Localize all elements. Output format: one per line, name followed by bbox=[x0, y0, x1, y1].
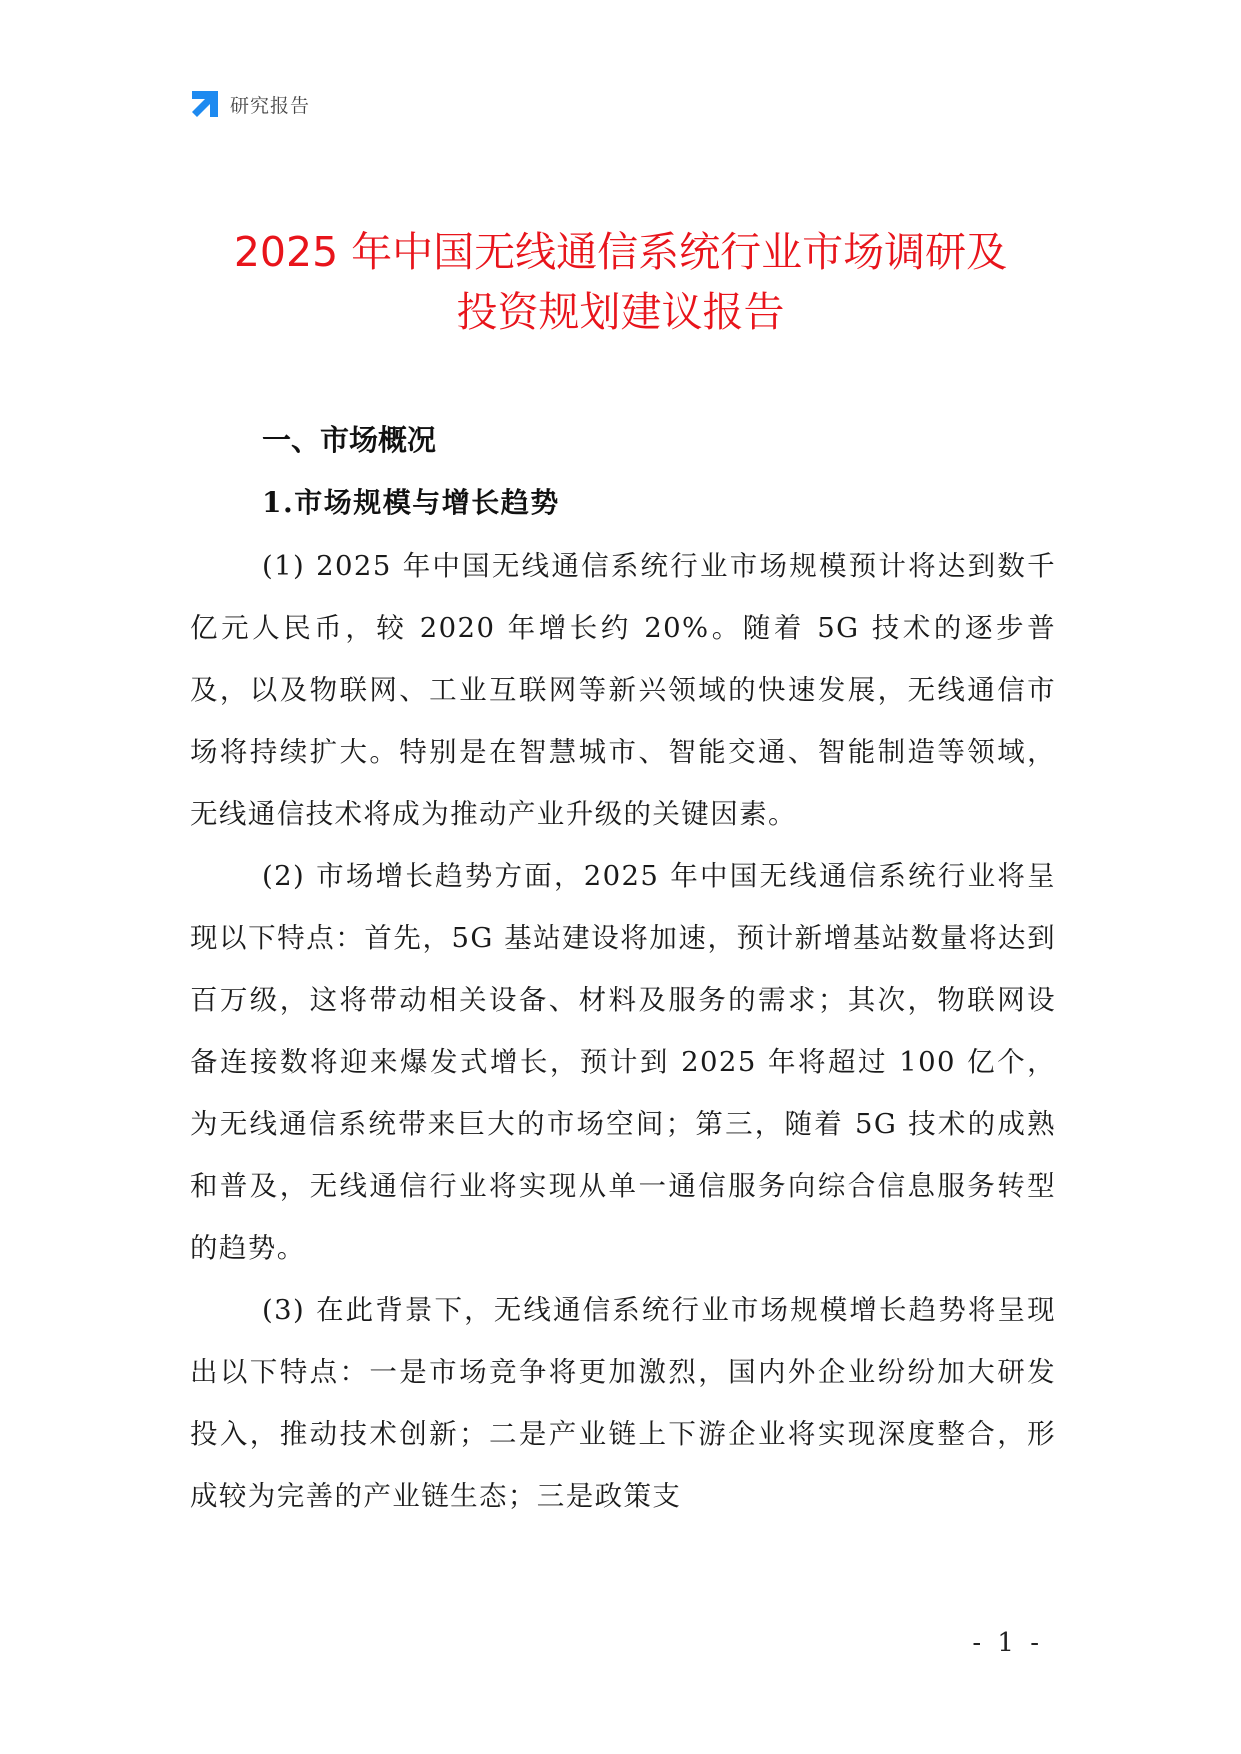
page-number: - 1 - bbox=[972, 1628, 1043, 1658]
report-title bbox=[100, 222, 1141, 342]
arrow-logo-icon bbox=[190, 89, 220, 119]
report-title-line-1: 2025 年中国无线通信系统行业市场调研及 bbox=[233, 228, 1008, 276]
body-text bbox=[190, 535, 1056, 1527]
section-heading: 一、市场概况 bbox=[262, 423, 437, 457]
paragraph-3: (3) 在此背景下，无线通信系统行业市场规模增长趋势将呈现出以下特点：一是市场竞争将更加激烈，国内外企业纷纷加大研发投入，推动技术创新；二是产业链上下游企业将实现深度整合，形成较为完善的产业链生态；三是政策支 bbox=[190, 1294, 1056, 1512]
paragraph-2: (2) 市场增长趋势方面，2025 年中国无线通信系统行业将呈现以下特点：首先，5G 基站建设将加速，预计新增基站数量将达到百万级，这将带动相关设备、材料及服务的需求；其次，物联网设备连接数将迎来爆发式增长，预计到 2025 年将超过 100 亿个，为无线通信系统带来巨大的市场空间；第三，随着 5G 技术的成熟和普及，无线通信行业将实现从单一通信服务向综合信息服务转型的趋势。 bbox=[190, 860, 1056, 1264]
paragraph-1: (1) 2025 年中国无线通信系统行业市场规模预计将达到数千亿元人民币，较 2020 年增长约 20%。随着 5G 技术的逐步普及，以及物联网、工业互联网等新兴领域的快速发展，无线通信市场将持续扩大。特别是在智慧城市、智能交通、智能制造等领域，无线通信技术将成为推动产业升级的关键因素。 bbox=[190, 550, 1056, 830]
subsection-heading: 1.市场规模与增长趋势 bbox=[262, 486, 560, 519]
document-header bbox=[190, 88, 310, 120]
report-title-line-2: 投资规划建议报告 bbox=[456, 288, 785, 336]
header-label: 研究报告 bbox=[230, 94, 311, 117]
